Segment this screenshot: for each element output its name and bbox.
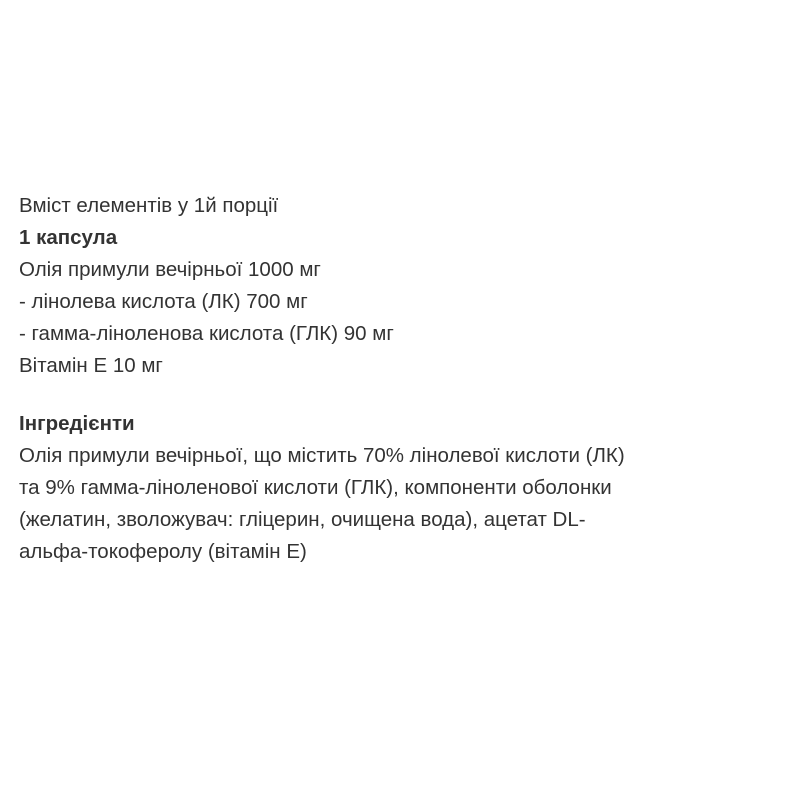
composition-line: - лінолева кислота (ЛК) 700 мг [19,290,308,313]
ingredients-line: альфа-токоферолу (вітамін Е) [19,540,307,563]
ingredients-section [19,408,794,568]
product-info [19,190,794,568]
composition-section [19,190,794,382]
serving-size: 1 капсула [19,226,118,249]
ingredients-line: (желатин, зволожувач: гліцерин, очищена вода), ацетат DL- [19,508,586,531]
ingredients-line: та 9% гамма-ліноленової кислоти (ГЛК), компоненти оболонки [19,476,612,499]
composition-line: Олія примули вечірньої 1000 мг [19,258,321,281]
composition-line: Вітамін Е 10 мг [19,354,163,377]
ingredients-line: Олія примули вечірньої, що містить 70% лінолевої кислоти (ЛК) [19,444,625,467]
ingredients-heading: Інгредієнти [19,412,135,435]
composition-line: - гамма-ліноленова кислота (ГЛК) 90 мг [19,322,394,345]
composition-heading: Вміст елементів у 1й порції [19,194,279,217]
section-spacer [19,382,794,408]
